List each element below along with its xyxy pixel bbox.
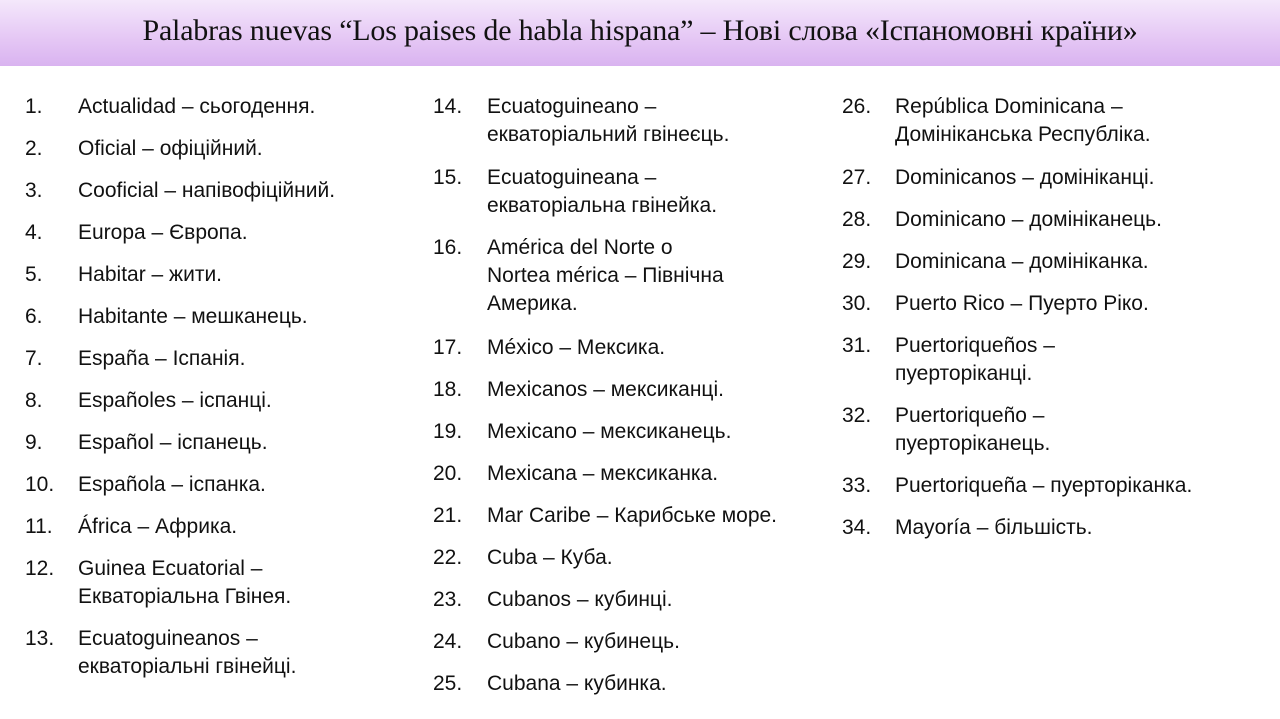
item-text-line: Oficial – офіційний. <box>78 137 263 160</box>
item-text <box>78 513 237 541</box>
item-text-line: Dominicano – домініканець. <box>895 208 1162 231</box>
item-text-line: Dominicana – домініканка. <box>895 250 1149 273</box>
item-text-line: América del Norte o <box>487 236 673 259</box>
item-text-line: Екваторіальна Гвінея. <box>78 585 292 608</box>
item-text <box>895 248 1149 276</box>
item-text <box>78 387 272 415</box>
item-text <box>487 628 680 656</box>
item-text-line: Ecuatoguineana – <box>487 166 657 189</box>
item-number: 14. <box>433 95 463 118</box>
item-number: 16. <box>433 236 463 259</box>
item-text <box>78 625 296 681</box>
item-text-line: Mexicana – мексиканка. <box>487 462 719 485</box>
item-text <box>78 219 248 247</box>
item-text-line: Dominicanos – домініканці. <box>895 166 1155 189</box>
item-text-line: Europa – Європа. <box>78 221 248 244</box>
item-text <box>487 460 718 488</box>
item-number: 24. <box>433 630 463 653</box>
item-text <box>487 334 665 362</box>
item-number: 9. <box>25 431 43 454</box>
item-text-line: екваторіальний гвінеєць. <box>487 123 730 146</box>
item-text-line: Cubano – кубинець. <box>487 630 680 653</box>
item-number: 2. <box>25 137 43 160</box>
item-text-line: México – Мексика. <box>487 336 666 359</box>
item-text <box>895 164 1155 192</box>
item-number: 13. <box>25 627 55 650</box>
item-number: 3. <box>25 179 43 202</box>
item-text-line: Habitar – жити. <box>78 263 223 286</box>
item-text-line: Америка. <box>487 292 578 315</box>
item-text <box>78 303 308 331</box>
item-number: 21. <box>433 504 463 527</box>
item-number: 23. <box>433 588 463 611</box>
item-number: 30. <box>842 292 872 315</box>
item-text <box>78 93 315 121</box>
item-text-line: África – Африка. <box>78 515 238 538</box>
item-text-line: Cubanos – кубинці. <box>487 588 673 611</box>
item-text <box>78 429 268 457</box>
item-text <box>487 586 672 614</box>
item-number: 34. <box>842 516 872 539</box>
item-text <box>487 418 731 446</box>
item-text-line: Mayoría – більшість. <box>895 516 1093 539</box>
item-text <box>895 514 1093 542</box>
item-text-line: Guinea Ecuatorial – <box>78 557 263 580</box>
item-text <box>895 93 1151 149</box>
item-text-line: Puertoriqueños – <box>895 334 1055 357</box>
item-text-line: Españoles – іспанці. <box>78 389 272 412</box>
item-text-line: Español – іспанець. <box>78 431 268 454</box>
item-text-line: Cubana – кубинка. <box>487 672 667 695</box>
item-text-line: Actualidad – сьогодення. <box>78 95 316 118</box>
item-text-line: Mar Caribe – Карибське море. <box>487 504 778 527</box>
item-text <box>487 544 613 572</box>
item-text-line: Habitante – мешканець. <box>78 305 308 328</box>
item-text-line: Ecuatoguineanos – <box>78 627 258 650</box>
item-text-line: екваторіальна гвінейка. <box>487 194 718 217</box>
title-bar <box>0 0 1280 66</box>
item-text <box>78 177 335 205</box>
item-text-line: España – Іспанія. <box>78 347 246 370</box>
item-text <box>895 206 1162 234</box>
item-number: 11. <box>25 515 53 538</box>
item-text-line: Puertoriqueño – <box>895 404 1045 427</box>
item-number: 33. <box>842 474 872 497</box>
item-number: 8. <box>25 389 43 412</box>
item-text <box>487 502 777 530</box>
item-text <box>78 345 245 373</box>
item-text-line: Nortea mérica – Північна <box>487 264 724 287</box>
item-text <box>487 93 729 149</box>
item-text-line: Mexicano – мексиканець. <box>487 420 732 443</box>
item-number: 32. <box>842 404 872 427</box>
item-number: 25. <box>433 672 463 695</box>
item-number: 1. <box>25 95 43 118</box>
item-number: 15. <box>433 166 463 189</box>
item-text <box>78 261 222 289</box>
item-text <box>895 290 1149 318</box>
item-text <box>487 234 724 318</box>
item-number: 6. <box>25 305 43 328</box>
item-number: 12. <box>25 557 55 580</box>
item-number: 10. <box>25 473 55 496</box>
item-number: 17. <box>433 336 463 359</box>
item-text-line: пуерторіканці. <box>895 362 1033 385</box>
item-text-line: Cooficial – напівофіційний. <box>78 179 336 202</box>
item-number: 19. <box>433 420 463 443</box>
item-number: 28. <box>842 208 872 231</box>
item-number: 4. <box>25 221 43 244</box>
item-number: 29. <box>842 250 872 273</box>
item-number: 31. <box>842 334 872 357</box>
item-text-line: Cuba – Куба. <box>487 546 613 569</box>
item-number: 22. <box>433 546 463 569</box>
item-text-line: Puertoriqueña – пуерторіканка. <box>895 474 1193 497</box>
item-text-line: Española – іспанка. <box>78 473 266 496</box>
item-text-line: Mexicanos – мексиканці. <box>487 378 724 401</box>
item-text <box>78 471 266 499</box>
item-text-line: пуерторіканець. <box>895 432 1051 455</box>
item-text-line: Домініканська Республіка. <box>895 123 1151 146</box>
item-number: 5. <box>25 263 43 286</box>
item-text <box>78 555 291 611</box>
item-text <box>487 164 717 220</box>
item-text-line: екваторіальні гвінейці. <box>78 655 297 678</box>
item-number: 27. <box>842 166 872 189</box>
item-text-line: Ecuatoguineano – <box>487 95 657 118</box>
item-number: 7. <box>25 347 43 370</box>
item-number: 20. <box>433 462 463 485</box>
item-text <box>487 670 667 698</box>
slide-title: Palabras nuevas “Los paises de habla hispana” – Нові слова «Іспаномовні країни» <box>142 14 1138 47</box>
item-text <box>78 135 263 163</box>
item-text <box>895 332 1055 388</box>
item-text <box>895 472 1192 500</box>
item-number: 26. <box>842 95 872 118</box>
item-text-line: República Dominicana – <box>895 95 1123 118</box>
item-number: 18. <box>433 378 463 401</box>
item-text <box>487 376 724 404</box>
item-text <box>895 402 1050 458</box>
item-text-line: Puerto Rico – Пуерто Ріко. <box>895 292 1149 315</box>
